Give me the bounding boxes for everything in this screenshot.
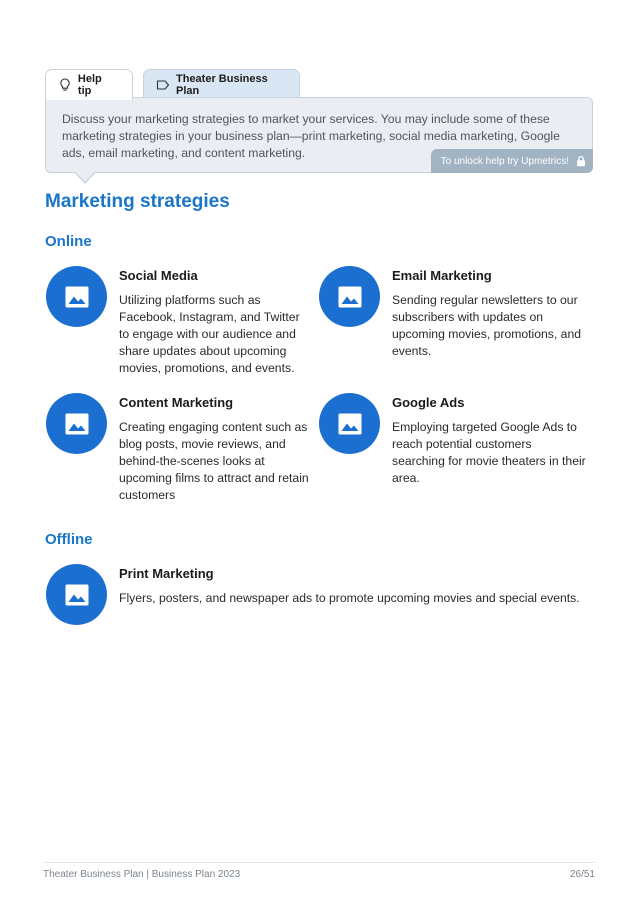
unlock-help-label: To unlock help try Upmetrics! bbox=[440, 155, 569, 167]
tip-pointer bbox=[74, 172, 96, 184]
help-tip-box bbox=[45, 97, 593, 173]
strategy-description: Creating engaging content such as blog posts, movie reviews, and behind-the-scenes looks at upcoming films to attract and retain customers bbox=[119, 420, 309, 502]
image-placeholder-icon bbox=[319, 266, 380, 327]
image-placeholder-icon bbox=[46, 564, 107, 625]
lock-icon bbox=[575, 155, 587, 167]
strategy-title: Print Marketing bbox=[119, 566, 214, 581]
tab-help-tip-label: Help tip bbox=[77, 73, 102, 97]
tab-plan-label: Theater Business Plan bbox=[176, 72, 268, 97]
image-placeholder-icon bbox=[319, 393, 380, 454]
strategy-description: Flyers, posters, and newspaper ads to promote upcoming movies and special events. bbox=[119, 591, 580, 605]
tab-help-tip[interactable] bbox=[45, 69, 133, 100]
strategy-description: Utilizing platforms such as Facebook, Instagram, and Twitter to engage with our audience and share updates about upcoming movies, promotions, and events. bbox=[119, 293, 300, 375]
online-heading: Online bbox=[45, 233, 92, 250]
strategy-description: Sending regular newsletters to our subscribers with updates on upcoming movies, promotions, and events. bbox=[392, 293, 582, 358]
offline-heading: Offline bbox=[45, 531, 93, 548]
image-placeholder-icon bbox=[46, 266, 107, 327]
strategy-title: Email Marketing bbox=[392, 268, 492, 283]
strategy-title: Google Ads bbox=[392, 395, 465, 410]
strategy-title: Social Media bbox=[119, 268, 198, 283]
footer-page-number: 26/51 bbox=[569, 869, 595, 880]
tip-tabs bbox=[45, 69, 300, 100]
tag-icon bbox=[156, 78, 170, 92]
lightbulb-icon bbox=[58, 78, 72, 92]
help-tip-text: Discuss your marketing strategies to market your services. You may include some of these marketing strategies in your business plan—print marketing, social media marketing, Google ads, email marketing, and content marketing. bbox=[62, 112, 560, 160]
page-title: Marketing strategies bbox=[45, 191, 230, 212]
strategy-description: Employing targeted Google Ads to reach potential customers searching for movie theaters in their area. bbox=[392, 420, 586, 485]
footer-document-title: Theater Business Plan | Business Plan 2023 bbox=[43, 869, 241, 880]
tab-theater-business-plan[interactable] bbox=[143, 69, 300, 99]
footer-divider bbox=[43, 862, 595, 863]
image-placeholder-icon bbox=[46, 393, 107, 454]
unlock-help-button[interactable] bbox=[431, 149, 593, 173]
strategy-title: Content Marketing bbox=[119, 395, 234, 410]
